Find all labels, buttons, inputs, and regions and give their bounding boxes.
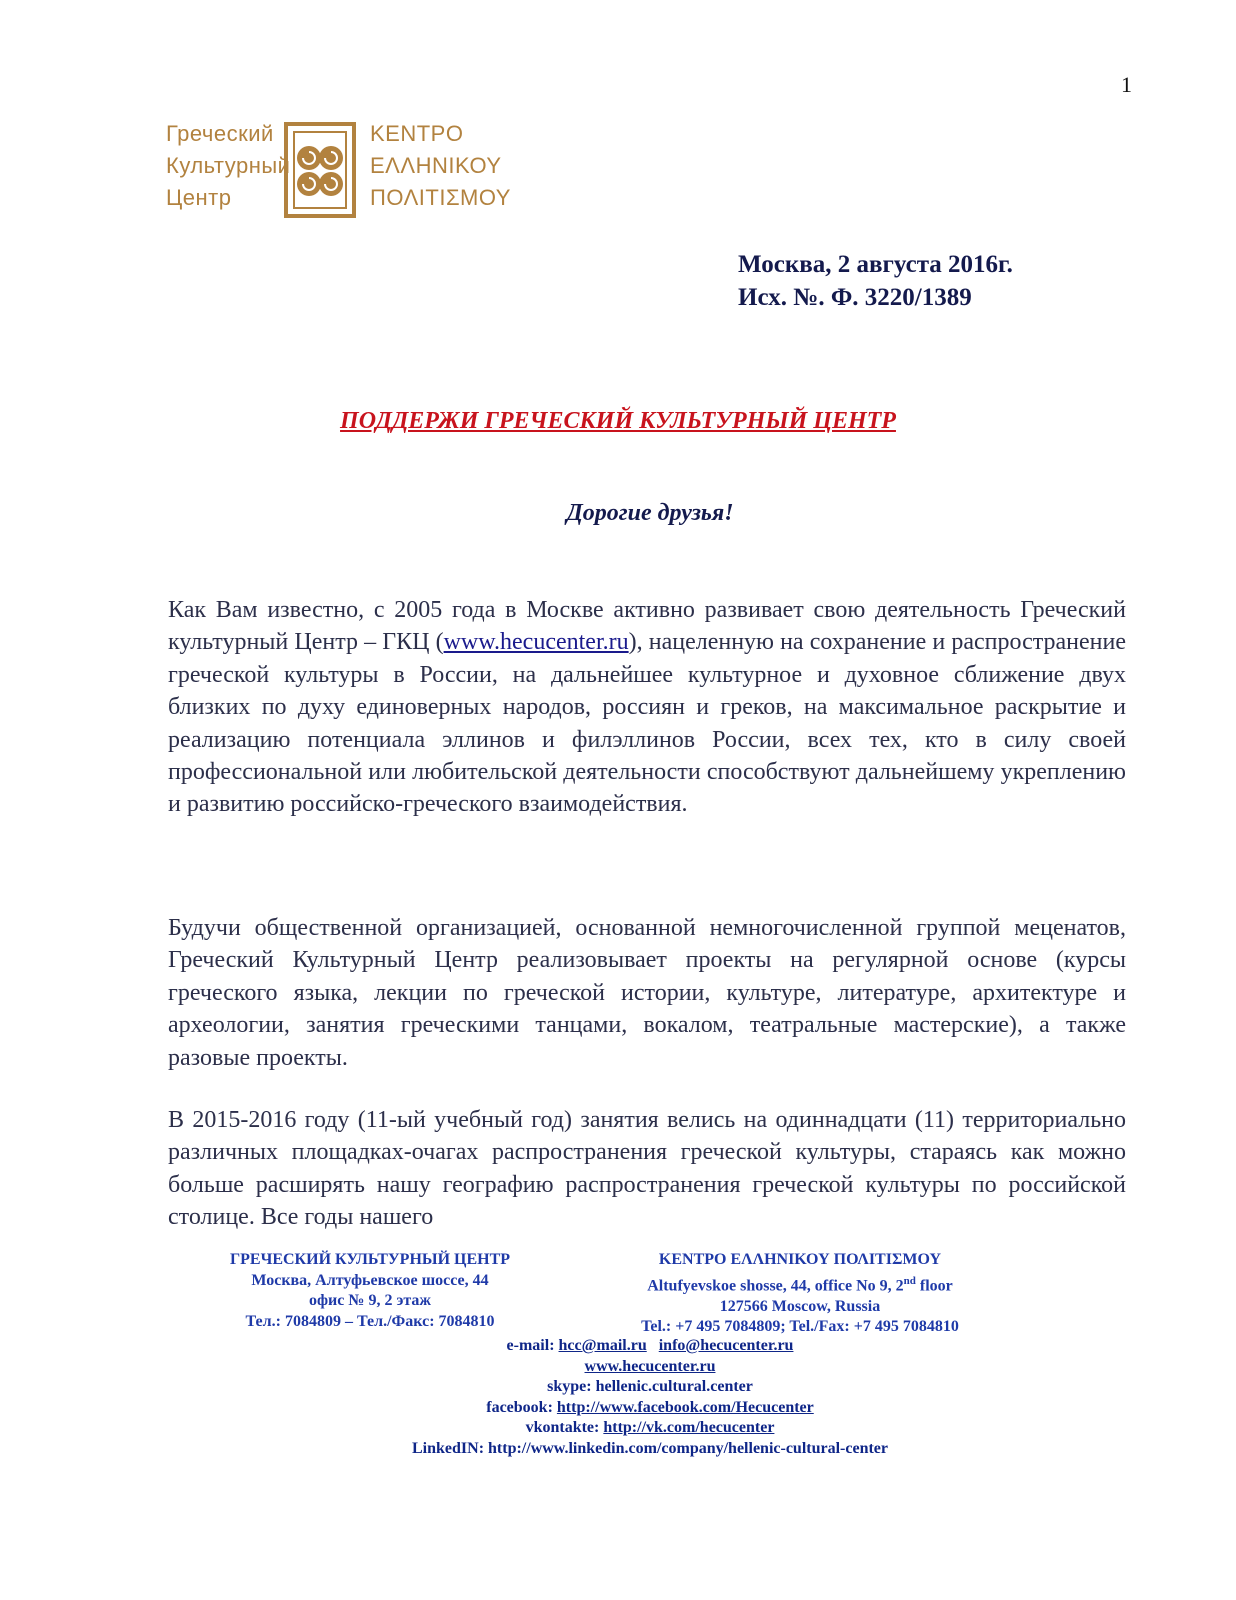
footer-facebook-line [0, 1398, 1236, 1419]
website-link[interactable]: www.hecucenter.ru [443, 629, 629, 656]
paragraph-1-start: Как Вам известно, с 2005 года в Москве активно развивает свою деятельность Греческий культурный Центр – ГКЦ ( [168, 597, 1126, 656]
address-text: Altufyevskoe shosse, 44, office No 9, 2 [647, 1276, 904, 1294]
logo-line: Культурный [166, 153, 291, 178]
footer-org-name: ΚΕΝΤΡΟ ΕΛΛΗΝΙΚΟΥ ΠΟΛΙΤΙΣΜΟΥ [658, 1251, 942, 1268]
footer-russian-address [180, 1250, 560, 1332]
document-title: ПОДДЕРЖИ ГРЕЧЕСКИЙ КУЛЬТУРНЫЙ ЦЕНТР [340, 408, 896, 434]
facebook-label: facebook: [486, 1398, 557, 1416]
logo-russian-text [166, 118, 290, 214]
footer-org-name: ГРЕЧЕСКИЙ КУЛЬТУРНЫЙ ЦЕНТР [229, 1251, 511, 1268]
footer-website-link[interactable]: www.hecucenter.ru [584, 1357, 716, 1375]
logo-greek-text [370, 118, 511, 214]
logo-line: ΕΛΛΗΝΙΚΟΥ [370, 153, 502, 178]
page-number: 1 [1121, 72, 1132, 97]
footer-vk-line [0, 1418, 1236, 1439]
email-label: e-mail: [506, 1337, 559, 1354]
footer-skype: skype: hellenic.cultural.center [547, 1378, 753, 1396]
spiral-emblem-icon [276, 116, 362, 224]
logo-line: Центр [166, 185, 232, 210]
email-link-hcc[interactable]: hcc@mail.ru [558, 1337, 647, 1354]
logo-line: Греческий [166, 121, 274, 146]
vk-link[interactable]: http://vk.com/hecucenter [603, 1419, 775, 1437]
footer-linkedin[interactable]: LinkedIN: http://www.linkedin.com/company/hellenic-cultural-center [412, 1439, 888, 1457]
greeting: Дорогие друзья! [566, 500, 734, 526]
date-reference-block [738, 248, 1178, 314]
footer-phone: Tel.: +7 495 7084809; Tel./Fax: +7 495 7084810 [641, 1318, 959, 1336]
footer-online-contacts [0, 1336, 1236, 1460]
vk-label: vkontakte: [525, 1419, 604, 1437]
logo-line: ΠΟΛΙΤΙΣΜΟΥ [370, 185, 511, 210]
reference-number: Исх. №. Ф. 3220/1389 [738, 284, 972, 311]
footer-address-line: Москва, Алтуфьевское шоссе, 44 [251, 1271, 489, 1289]
footer-address-line: 127566 Moscow, Russia [719, 1297, 881, 1315]
footer-address-line: офис № 9, 2 этаж [308, 1292, 432, 1310]
address-superscript: nd [903, 1274, 916, 1287]
footer-address-line [620, 1271, 980, 1297]
organization-logo [166, 116, 511, 226]
paragraph-1-end: ), нацеленную на сохранение и распространение греческой культуры в России, на дальнейшее культурное и духовное сближение двух близких по духу единоверных народов, россиян и греков, на максимальное раскрытие и реализацию потенциала эллинов и филэллинов России, всех тех, кто в силу своей профессиональной или любительской деятельности способствуют дальнейшему укреплению и развитию российско-греческого взаимодействия. [168, 629, 1127, 818]
email-link-info[interactable]: info@hecucenter.ru [658, 1337, 794, 1354]
footer-phone: Тел.: 7084809 – Тел./Факс: 7084810 [245, 1312, 495, 1330]
facebook-link[interactable]: http://www.facebook.com/Hecucenter [556, 1398, 814, 1416]
paragraph-1 [168, 594, 1126, 821]
footer-email-line [0, 1336, 1236, 1357]
paragraph-2: Будучи общественной организацией, основанной немногочисленной группой меценатов, Греческий Культурный Центр реализовывает проекты на регулярной основе (курсы греческого языка, лекции по греческой истории, культуре, литературе, архитектуре и археологии, занятия греческими танцами, вокалом, театральные мастерские), а также разовые проекты. [168, 915, 1126, 1071]
date-line: Москва, 2 августа 2016г. [738, 251, 1013, 278]
logo-line: ΚΕΝΤΡΟ [370, 121, 464, 146]
footer-english-address [620, 1250, 980, 1338]
paragraph-3: В 2015-2016 году (11-ый учебный год) занятия велись на одиннадцати (11) территориально различных площадках-очагах распространения греческой культуры, стараясь как можно больше расширять нашу географию распространения греческой культуры по российской столице. Все годы нашего [168, 1107, 1126, 1231]
address-text: floor [915, 1276, 953, 1294]
